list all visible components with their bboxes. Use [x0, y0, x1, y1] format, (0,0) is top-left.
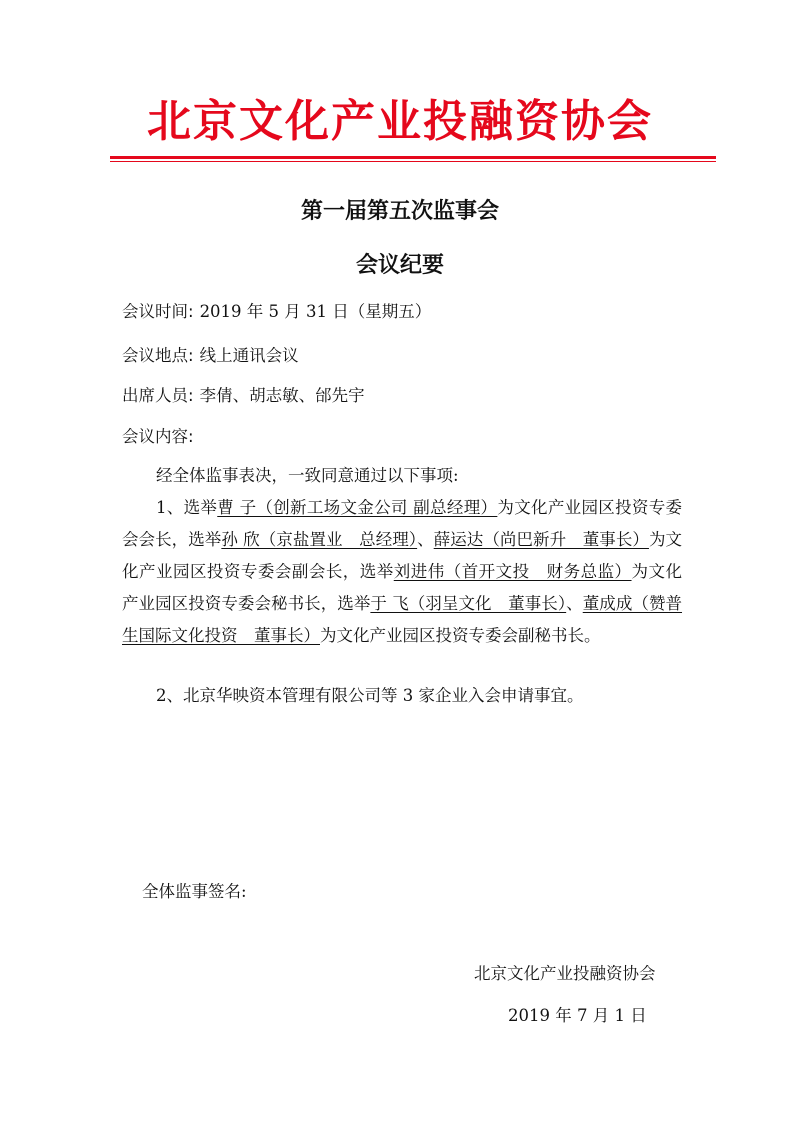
- nominee-vice-chair-1: 孙 欣（京盐置业 总经理）: [221, 530, 418, 549]
- item1-text-4: 为文化产业园区投资专委会副会长，选举: [122, 530, 683, 581]
- nominee-deputy-secretary-1: 于 飞（羽呈文化 董事长）: [370, 594, 567, 613]
- document-subtitle: 会议纪要: [355, 252, 444, 278]
- item1-text-6: 、: [566, 594, 583, 613]
- resolution-item-1: [122, 492, 682, 652]
- meeting-place-label: 会议地点:: [122, 346, 194, 365]
- signature-org-name: 北京文化产业投融资协会: [474, 964, 656, 983]
- meeting-content-row: [122, 425, 194, 449]
- resolution-intro-text: 经全体监事表决，一致同意通过以下事项:: [156, 466, 459, 485]
- supervisors-signature-label: 全体监事签名:: [142, 882, 247, 901]
- document-title: 第一届第五次监事会: [300, 198, 499, 224]
- attendees-row: [122, 384, 365, 408]
- attendees-label: 出席人员:: [122, 386, 194, 405]
- meeting-place-row: [122, 344, 299, 368]
- meeting-time-row: [122, 300, 431, 324]
- resolution-item-2: [122, 680, 682, 712]
- nominee-secretary-general: 刘进伟（首开文投 财务总监）: [393, 562, 632, 581]
- meeting-time-value: 2019 年 5 月 31 日（星期五）: [199, 302, 432, 321]
- nominee-chair: 曹 子（创新工场文金公司 副总经理）: [217, 498, 498, 517]
- item1-text-7: 为文化产业园区投资专委会副秘书长。: [320, 626, 601, 645]
- meeting-place-value: 线上通讯会议: [199, 346, 299, 365]
- nominee-deputy-secretary-2: 董成成（赞普生国际文化投资 董事长）: [122, 594, 683, 645]
- attendees-value: 李倩、胡志敏、邰先宇: [199, 386, 365, 405]
- meeting-content-label: 会议内容:: [122, 427, 194, 446]
- item2-text: 2、北京华映资本管理有限公司等 3 家企业入会申请事宜。: [156, 686, 584, 705]
- resolution-intro: [122, 460, 682, 492]
- item1-text-2: 为文化产业园区投资专委会会长，选举: [122, 498, 682, 549]
- letterhead-rule-thin: [110, 161, 716, 162]
- item1-text-1: 1、选举: [156, 498, 218, 517]
- signature-date: 2019 年 7 月 1 日: [508, 1006, 647, 1025]
- item1-text-3: 、: [417, 530, 434, 549]
- meeting-time-label: 会议时间:: [122, 302, 194, 321]
- letterhead-rule-thick: [110, 156, 716, 159]
- item1-text-5: 为文化产业园区投资专委会秘书长，选举: [122, 562, 682, 613]
- letterhead-org-name: 北京文化产业投融资协会: [147, 96, 653, 147]
- nominee-vice-chair-2: 薛运达（尚巴新升 董事长）: [433, 530, 649, 549]
